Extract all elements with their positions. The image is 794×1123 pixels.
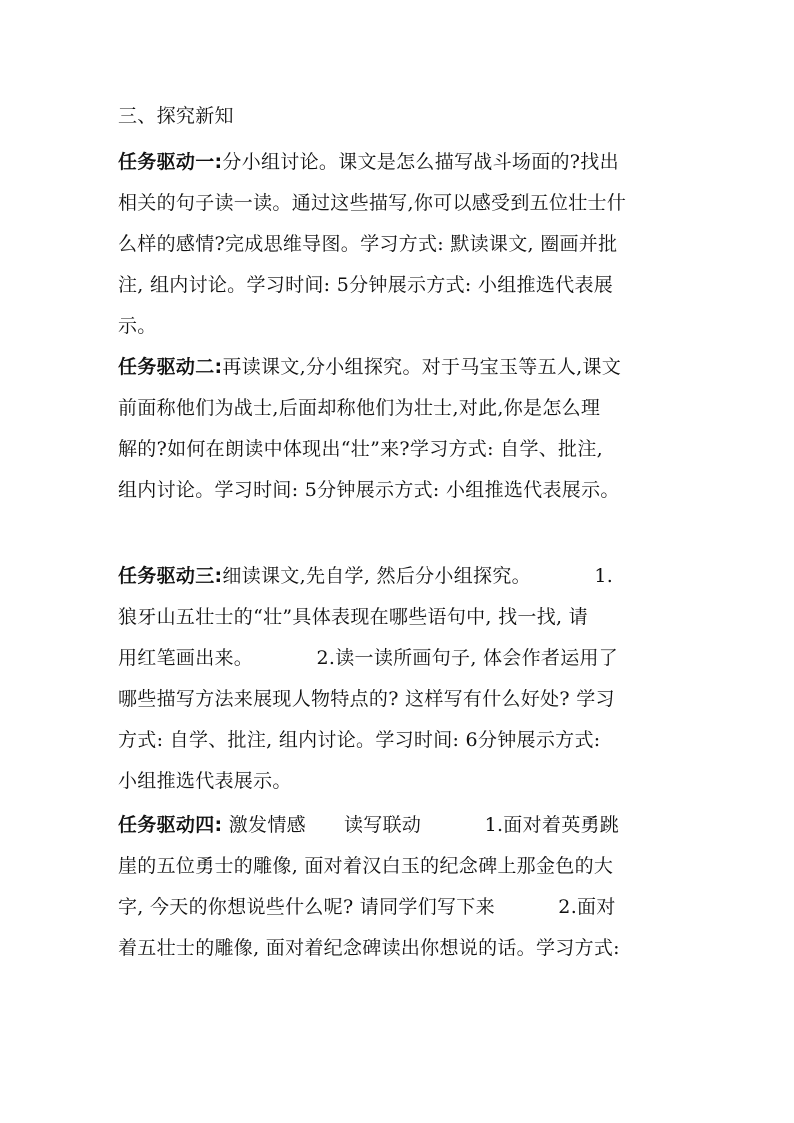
task2-line-2: 前面称他们为战士,后面却称他们为壮士,对此,你是怎么理 bbox=[118, 397, 601, 419]
task2-line-1 bbox=[118, 355, 621, 379]
task3-line-2: 狼牙山五壮士的“壮”具体表现在哪些语句中, 找一找, 请 bbox=[118, 606, 588, 628]
task4-label: 任务驱动四: bbox=[118, 814, 223, 836]
task3-line-1 bbox=[118, 564, 613, 588]
task2-line-3: 解的?如何在朗读中体现出“壮”来?学习方式: 自学、批注, bbox=[118, 438, 603, 460]
task1-line-2: 相关的句子读一读。通过这些描写,你可以感受到五位壮士什 bbox=[118, 192, 627, 214]
task3-line-6: 小组推选代表展示。 bbox=[118, 770, 292, 792]
task4-text-1: 激发情感 读写联动 1.面对着英勇跳 bbox=[222, 814, 620, 836]
task3-line-4: 哪些描写方法来展现人物特点的? 这样写有什么好处? 学习 bbox=[118, 688, 615, 710]
task3-line-5: 方式: 自学、批注, 组内讨论。学习时间: 6分钟展示方式: bbox=[118, 729, 601, 751]
task1-text-1: 分小组讨论。课文是怎么描写战斗场面的?找出 bbox=[222, 151, 619, 173]
task4-line-2: 崖的五位勇士的雕像, 面对着汉白玉的纪念碑上那金色的大 bbox=[118, 855, 614, 877]
task4-line-3: 字, 今天的你想说些什么呢? 请同学们写下来 2.面对 bbox=[118, 896, 616, 918]
task2-text-1: 再读课文,分小组探究。对于马宝玉等五人,课文 bbox=[222, 356, 622, 378]
task3-line-3: 用红笔画出来。 2.读一读所画句子, 体会作者运用了 bbox=[118, 647, 619, 669]
task4-line-4: 着五壮士的雕像, 面对着纪念碑读出你想说的话。学习方式: bbox=[118, 937, 620, 959]
task1-line-4: 注, 组内讨论。学习时间: 5分钟展示方式: 小组推选代表展 bbox=[118, 274, 614, 296]
task2-line-4: 组内讨论。学习时间: 5分钟展示方式: 小组推选代表展示。 bbox=[118, 479, 620, 501]
section-heading: 三、探究新知 bbox=[118, 105, 234, 127]
task1-label: 任务驱动一: bbox=[118, 151, 223, 173]
task2-label: 任务驱动二: bbox=[118, 356, 223, 378]
task1-line-3: 么样的感情?完成思维导图。学习方式: 默读课文, 圈画并批 bbox=[118, 233, 618, 255]
task3-text-1: 细读课文,先自学, 然后分小组探究。 1. bbox=[222, 565, 614, 587]
task1-line-1 bbox=[118, 150, 619, 174]
task4-line-1 bbox=[118, 813, 619, 837]
task1-line-5: 示。 bbox=[118, 315, 157, 337]
task3-label: 任务驱动三: bbox=[118, 565, 223, 587]
